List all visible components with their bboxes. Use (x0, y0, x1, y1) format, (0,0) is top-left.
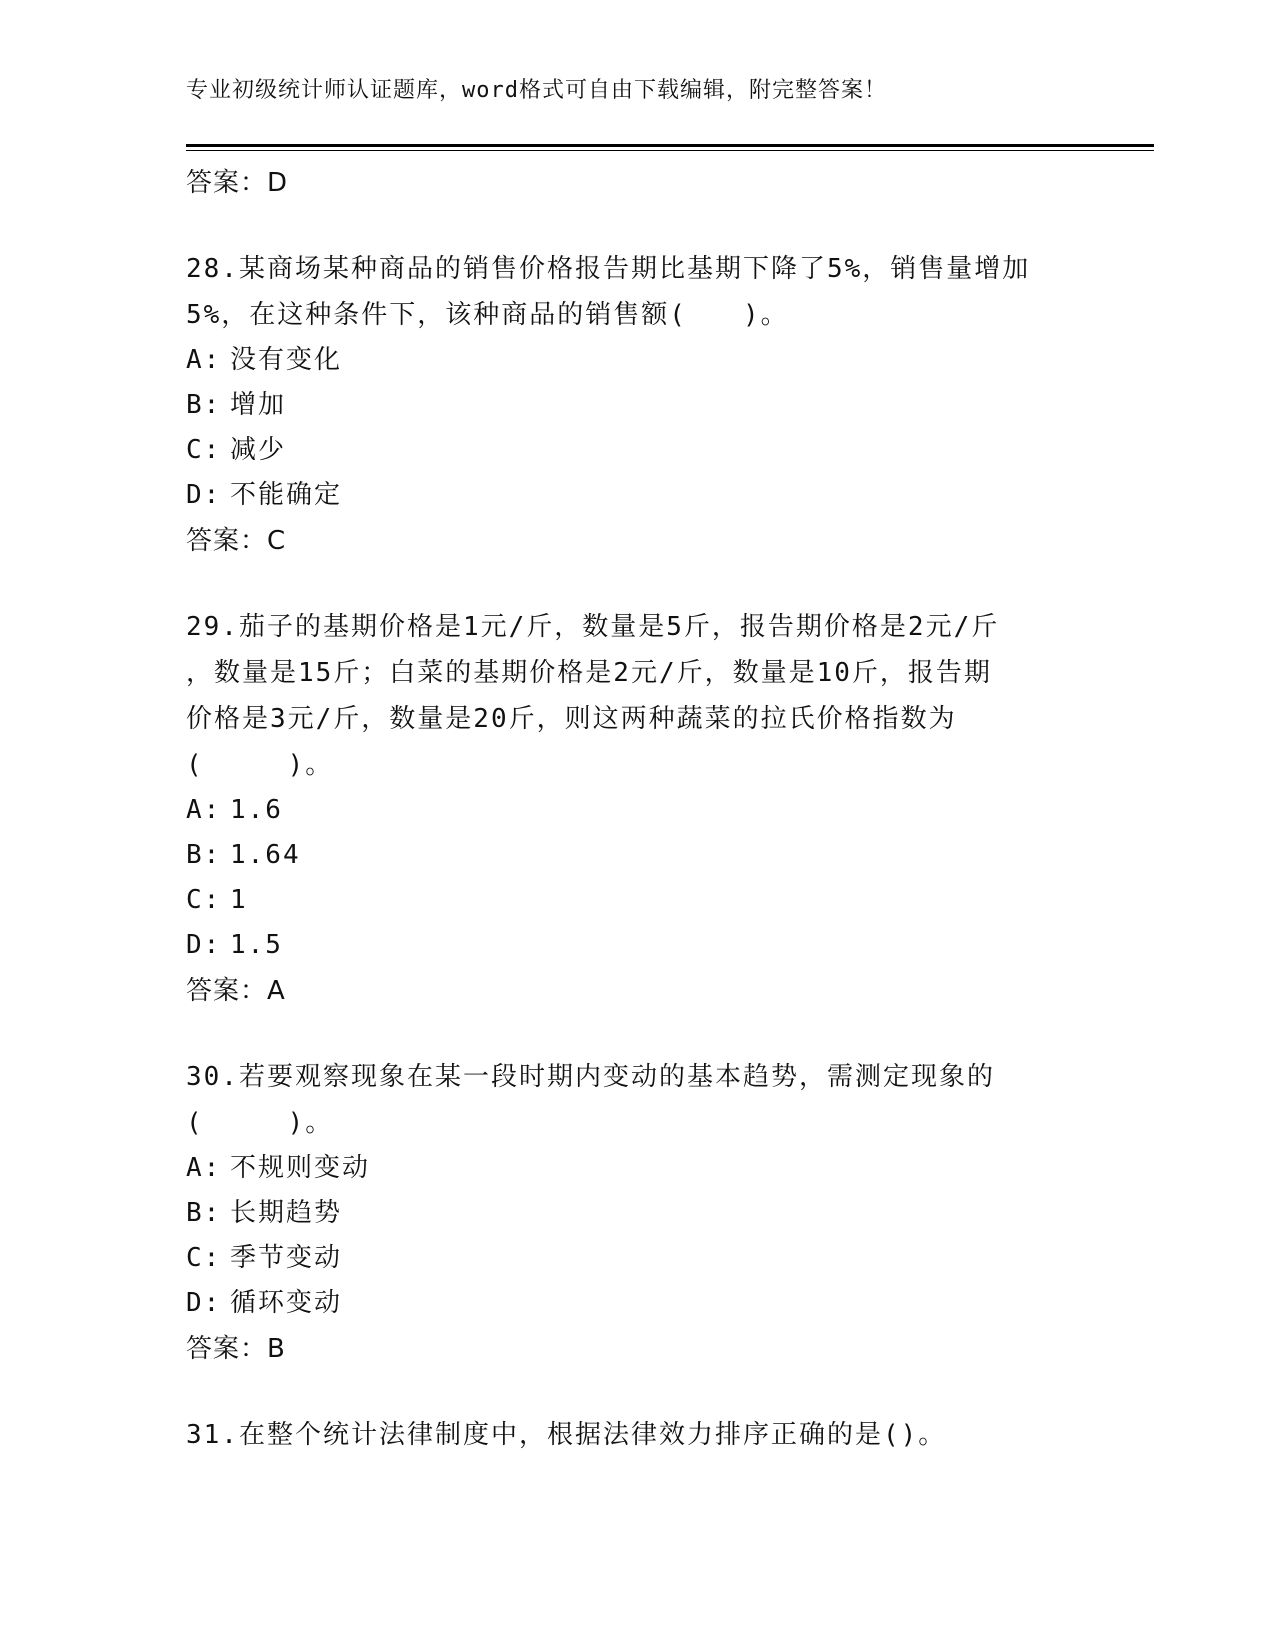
question-stem-line: ( )。 (186, 750, 334, 780)
option-text: 长期趋势 (230, 1198, 343, 1228)
question-stem-line: 5%，在这种条件下，该种商品的销售额( )。 (186, 300, 789, 330)
question-30 (186, 1054, 1116, 1372)
header-rule-thick (186, 144, 1154, 147)
option-text: 1 (230, 885, 248, 915)
option-letter: A: (186, 795, 222, 825)
question-stem-line: 30.若要观察现象在某一段时期内变动的基本趋势，需测定现象的 (186, 1062, 995, 1092)
option-c (186, 1236, 1116, 1281)
option-letter: B: (186, 840, 222, 870)
option-letter: B: (186, 1198, 222, 1228)
option-a (186, 338, 1116, 383)
option-text: 减少 (230, 435, 287, 465)
option-text: 没有变化 (230, 345, 343, 375)
question-29 (186, 604, 1116, 1014)
option-a (186, 1146, 1116, 1191)
question-28 (186, 246, 1116, 564)
previous-answer: 答案：D (186, 168, 289, 198)
question-31 (186, 1412, 1116, 1458)
option-letter: B: (186, 390, 222, 420)
option-d (186, 923, 1116, 968)
option-letter: D: (186, 930, 222, 960)
option-b (186, 1191, 1116, 1236)
question-stem-line: ，数量是15斤；白菜的基期价格是2元/斤，数量是10斤，报告期 (186, 658, 992, 688)
option-text: 1.64 (230, 840, 301, 870)
option-d (186, 1281, 1116, 1326)
question-stem-line: 31.在整个统计法律制度中，根据法律效力排序正确的是()。 (186, 1420, 947, 1450)
option-letter: A: (186, 345, 222, 375)
option-text: 1.6 (230, 795, 283, 825)
question-stem-line: 28.某商场某种商品的销售价格报告期比基期下降了5%，销售量增加 (186, 254, 1031, 284)
question-stem-line: 价格是3元/斤，数量是20斤，则这两种蔬菜的拉氏价格指数为 (186, 704, 957, 734)
option-text: 季节变动 (230, 1243, 343, 1273)
option-d (186, 473, 1116, 518)
option-b (186, 383, 1116, 428)
option-text: 不规则变动 (230, 1153, 371, 1183)
option-c (186, 878, 1116, 923)
answer-line: 答案：B (186, 1334, 286, 1364)
option-letter: C: (186, 435, 222, 465)
page-header: 专业初级统计师认证题库，word格式可自由下载编辑，附完整答案！ (186, 78, 887, 103)
question-stem-line: ( )。 (186, 1108, 334, 1138)
option-letter: D: (186, 480, 222, 510)
option-letter: C: (186, 1243, 222, 1273)
option-text: 增加 (230, 390, 287, 420)
option-a (186, 788, 1116, 833)
question-stem-line: 29.茄子的基期价格是1元/斤，数量是5斤，报告期价格是2元/斤 (186, 612, 1000, 642)
header-rule-thin (186, 150, 1154, 151)
answer-line: 答案：A (186, 976, 286, 1006)
option-text: 不能确定 (230, 480, 343, 510)
option-text: 1.5 (230, 930, 283, 960)
option-b (186, 833, 1116, 878)
answer-line: 答案：C (186, 526, 287, 556)
option-letter: D: (186, 1288, 222, 1318)
option-letter: C: (186, 885, 222, 915)
option-letter: A: (186, 1153, 222, 1183)
option-text: 循环变动 (230, 1288, 343, 1318)
content-area (186, 160, 1116, 1458)
option-c (186, 428, 1116, 473)
